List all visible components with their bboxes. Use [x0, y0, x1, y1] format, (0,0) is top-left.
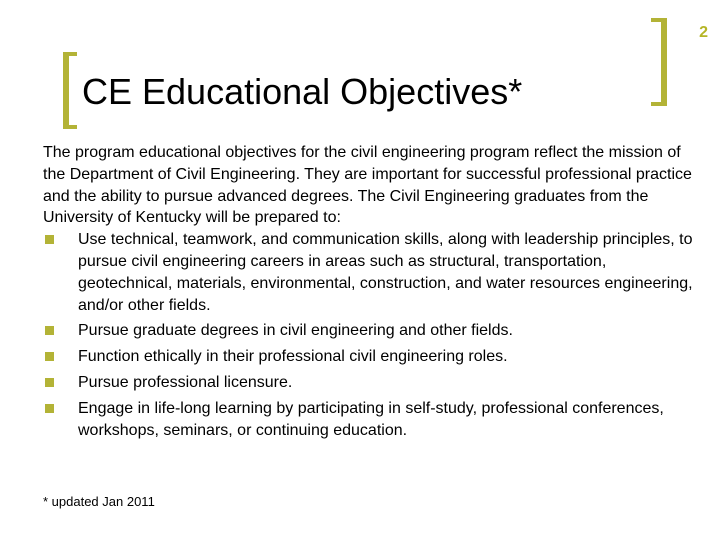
- slide-body: [43, 142, 693, 445]
- list-item: [43, 229, 693, 316]
- list-item: [43, 372, 693, 394]
- list-item-text: Pursue graduate degrees in civil engineering and other fields.: [78, 322, 513, 340]
- slide-number: 2: [699, 24, 708, 41]
- intro-paragraph: The program educational objectives for the civil engineering program reflect the mission of the Department of Civil Engineering. They are important for successful professional practice and the ability to pursue advanced degrees. The Civil Engineering graduates from the University of Kentucky will be prepared to:: [43, 144, 692, 227]
- slide-title: CE Educational Objectives*: [82, 71, 523, 112]
- list-item-text: Use technical, teamwork, and communication skills, along with leadership principles, to pursue civil engineering careers in areas such as structural, transportation, geotechnical, materials, environmental, construction, and water resources engineering, and/or other fields.: [78, 231, 693, 314]
- list-item-text: Engage in life-long learning by participating in self-study, professional conferences, workshops, seminars, or continuing education.: [78, 399, 664, 439]
- footnote: * updated Jan 2011: [43, 494, 155, 509]
- list-item: [43, 346, 693, 368]
- list-item: [43, 320, 693, 342]
- square-bullet-icon: [45, 404, 54, 413]
- square-bullet-icon: [45, 378, 54, 387]
- list-item: [43, 398, 693, 442]
- square-bullet-icon: [45, 235, 54, 244]
- objectives-list: [43, 229, 693, 441]
- list-item-text: Pursue professional licensure.: [78, 373, 293, 391]
- list-item-text: Function ethically in their professional civil engineering roles.: [78, 348, 508, 366]
- title-bracket-left: [63, 52, 77, 129]
- title-bracket-right: [651, 18, 667, 106]
- square-bullet-icon: [45, 352, 54, 361]
- square-bullet-icon: [45, 326, 54, 335]
